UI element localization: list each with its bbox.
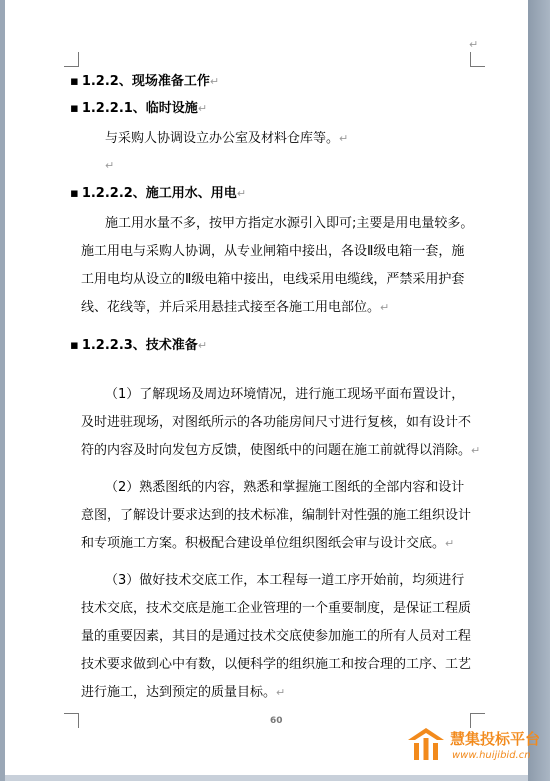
- paragraph-mark-icon: ↵: [380, 301, 390, 314]
- section-heading: [70, 73, 219, 91]
- body-text-line: [81, 535, 454, 553]
- line-text: （2）熟悉图纸的内容，熟悉和掌握施工图纸的全部内容和设计: [105, 480, 465, 495]
- paragraph-mark-icon: ↵: [445, 537, 455, 550]
- logo-title: 慧集投标平台: [450, 730, 541, 748]
- body-text-line: [105, 386, 464, 404]
- line-text: 技术交底，技术交底是施工企业管理的一个重要制度，是保证工程质: [81, 601, 472, 616]
- body-text-line: [81, 243, 464, 261]
- line-text: 及时进驻现场，对图纸所示的各功能房间尺寸进行复核，如有设计不: [81, 415, 472, 430]
- margin-corner-top-left: [64, 52, 79, 67]
- body-text-line: [81, 656, 471, 674]
- line-text: 工用电均从设立的Ⅱ级电箱中接出，电线采用电缆线，严禁采用护套: [81, 272, 465, 287]
- heading-bullet-icon: ▪: [70, 74, 79, 89]
- body-text-line: [81, 271, 464, 289]
- paragraph-mark-icon: ↵: [471, 444, 481, 457]
- line-text: （3）做好技术交底工作，本工程每一道工序开始前，均须进行: [105, 573, 465, 588]
- line-text: 意图，了解设计要求达到的技术标准，编制针对性强的施工组织设计: [81, 508, 472, 523]
- line-text: 1.2.2.2、施工用水、用电: [81, 186, 237, 201]
- paragraph-mark-icon: ↵: [197, 339, 208, 352]
- line-text: 进行施工，达到预定的质量目标。: [81, 685, 277, 700]
- body-text-line: [105, 572, 464, 590]
- body-text-line: [105, 215, 473, 233]
- line-text: 线、花线等，并后采用悬挂式接至各施工用电部位。: [81, 300, 381, 315]
- body-text-line: [81, 600, 471, 618]
- heading-bullet-icon: ▪: [70, 186, 79, 201]
- body-text-line: [81, 507, 471, 525]
- line-text: 和专项施工方案。积极配合建设单位组织图纸会审与设计交底。: [81, 536, 446, 551]
- line-text: 1.2.2.3、技术准备: [81, 338, 198, 353]
- paragraph-mark-icon: ↵: [105, 159, 115, 172]
- paragraph-mark-icon: ↵: [236, 187, 247, 200]
- body-text-line: [81, 299, 389, 317]
- body-text-line: [105, 479, 464, 497]
- page-bottom-edge: [5, 775, 528, 781]
- line-text: 符的内容及时向发包方反馈，使图纸中的问题在施工前就得以消除。: [81, 443, 472, 458]
- paragraph-mark-icon: ↵: [276, 686, 286, 699]
- heading-bullet-icon: ▪: [70, 101, 79, 116]
- line-text: 施工用水量不多，按甲方指定水源引入即可;主要是用电量较多。: [105, 216, 474, 231]
- margin-corner-bottom-left: [64, 713, 79, 728]
- section-heading: [70, 100, 207, 118]
- paragraph-mark-icon: ↵: [209, 75, 220, 88]
- paragraph-mark-icon: ↵: [339, 132, 349, 145]
- page-number: 60: [270, 716, 283, 726]
- heading-bullet-icon: ▪: [70, 338, 79, 353]
- body-text-line: [81, 628, 471, 646]
- body-text-line: [81, 442, 480, 460]
- paragraph-mark-icon: ↵: [469, 38, 479, 51]
- line-text: 技术要求做到心中有数，以便科学的组织施工和按合理的工序、工艺: [81, 657, 472, 672]
- body-text-line: [81, 414, 471, 432]
- margin-corner-top-right: [470, 52, 485, 67]
- line-text: 与采购人协调设立办公室及材料仓库等。: [105, 131, 340, 146]
- logo-icon: [406, 726, 446, 764]
- logo-url: www.huijibid.cn: [452, 750, 531, 761]
- line-text: （1）了解现场及周边环境情况，进行施工现场平面布置设计，: [105, 387, 465, 402]
- section-heading: [70, 337, 207, 355]
- window-background: [528, 0, 550, 781]
- section-heading: [70, 185, 246, 203]
- paragraph-mark-icon: ↵: [197, 102, 208, 115]
- line-text: 施工用电与采购人协调，从专业闸箱中接出，各设Ⅱ级电箱一套，施: [81, 244, 465, 259]
- body-text-line: [81, 684, 285, 702]
- body-text-line: [105, 157, 114, 175]
- line-text: 1.2.2、现场准备工作: [81, 74, 210, 89]
- line-text: 量的重要因素，其目的是通过技术交底使参加施工的所有人员对工程: [81, 629, 472, 644]
- body-text-line: [105, 130, 348, 148]
- watermark-logo: [400, 722, 550, 772]
- line-text: 1.2.2.1、临时设施: [81, 101, 198, 116]
